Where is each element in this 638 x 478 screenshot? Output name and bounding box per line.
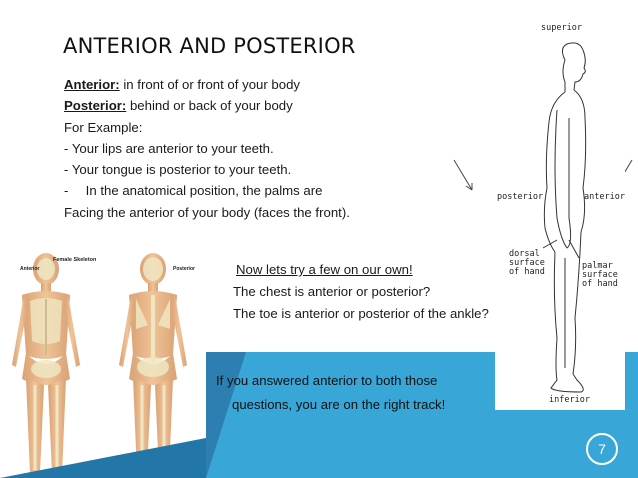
practice-block (233, 259, 489, 325)
body-side-view (495, 18, 625, 410)
example-palms (64, 180, 350, 201)
label-palmar-line-3: of hand (582, 279, 618, 289)
slide-title: ANTERIOR AND POSTERIOR (63, 34, 356, 58)
definition-posterior-text: behind or back of your body (126, 98, 293, 114)
label-anterior: anterior (584, 192, 625, 202)
example-palms-cont: Facing the anterior of your body (faces the front). (64, 204, 350, 220)
label-posterior: posterior (497, 192, 544, 202)
answer-line-2: questions, you are on the right track! (232, 397, 446, 412)
skeleton-anterior-figure (12, 253, 80, 473)
answer-text (216, 369, 445, 417)
label-dorsal-surface (509, 250, 545, 277)
practice-question-chest: The chest is anterior or posterior? (233, 284, 431, 299)
answer-line-1: If you answered anterior to both those (216, 373, 438, 388)
example-tongue: - Your tongue is posterior to your teeth. (64, 162, 292, 178)
label-dorsal-line-2: surface (509, 258, 545, 268)
term-posterior: Posterior: (64, 98, 127, 114)
definition-posterior (64, 95, 350, 116)
arrow-posterior-icon (452, 158, 476, 194)
label-palmar-line-1: palmar (582, 261, 613, 271)
label-palmar-surface (582, 262, 618, 289)
label-palmar-line-2: surface (582, 270, 618, 280)
definition-anterior (64, 74, 350, 95)
label-dorsal-line-3: of hand (509, 267, 545, 277)
female-skeleton-image (0, 245, 206, 477)
skeleton-posterior-figure (119, 253, 187, 473)
label-dorsal-line-1: dorsal (509, 249, 540, 259)
practice-intro: Now lets try a few on our own! (236, 262, 413, 277)
bullet-dash: - (64, 183, 69, 199)
skeleton-title: Female Skeleton (53, 257, 97, 263)
label-inferior: inferior (549, 395, 590, 405)
body-text (64, 74, 350, 223)
practice-question-toe: The toe is anterior or posterior of the ankle? (233, 306, 489, 321)
example-heading: For Example: (64, 119, 143, 135)
body-diagram (495, 18, 625, 410)
skeleton-anterior-label: Anterior (20, 266, 40, 272)
label-superior: superior (541, 23, 582, 33)
page-number: 7 (586, 433, 618, 465)
term-anterior: Anterior: (64, 77, 120, 92)
example-lips: - Your lips are anterior to your teeth. (64, 140, 274, 156)
example-palms-text: In the anatomical position, the palms are (85, 183, 323, 199)
skeleton-posterior-label: Posterior (173, 266, 195, 272)
definition-anterior-text: in front of or front of your body (119, 77, 301, 92)
